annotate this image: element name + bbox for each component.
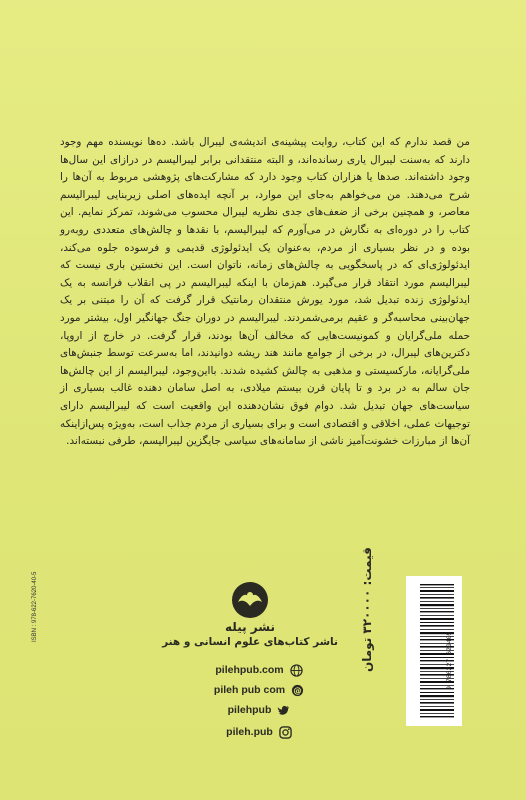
website-text: pilehpub.com: [215, 664, 284, 676]
contact-email[interactable]: [184, 680, 334, 700]
barcode-block: [396, 576, 472, 738]
contact-twitter[interactable]: [184, 700, 334, 720]
contact-website[interactable]: [184, 660, 334, 680]
instagram-icon: [279, 726, 292, 739]
twitter-text: pilehpub: [227, 704, 272, 716]
globe-icon: [290, 664, 303, 677]
publisher-logo-icon: [230, 580, 270, 620]
instagram-text: pileh.pub: [226, 726, 273, 738]
publisher-subtitle: ناشر کتاب‌های علوم انسانی و هنر: [162, 636, 338, 648]
svg-text:@: @: [293, 684, 302, 695]
publisher-block: [160, 580, 350, 756]
price-label: قیمت: ۳۲۰۰۰۰ تومان: [360, 547, 374, 672]
barcode-image: [406, 576, 462, 726]
publisher-name: نشر پیله: [225, 620, 275, 634]
blurb-paragraph: من قصد ندارم که این کتاب، روایت پیشینه‌ی اندیشه‌ی لیبرال باشد. ده‌ها نویسنده مهم وجود دارند که به‌سنت لیبرال یاری رسانده‌اند، و البته منتقدانی برابر لیبرالیسم در درازای این سال‌ها وجود داشته‌اند. صدها یا هزاران کتاب وجود دارد که مشارکت‌های پژوهشی مربوط به آن‌ها را شرح می‌دهند. من می‌خواهم به‌جای این موارد، بر آنچه ایده‌های اصلی زیربنایی لیبرالیسم معاصر، و همچنین برخی از ضعف‌های جدی نظریه لیبرال محسوب می‌شوند، تمرکز نمایم. این کتاب را در دوره‌ای به نگارش در می‌آورم که لیبرالیسم، با نقدها و چالش‌های متعددی روبه‌رو بوده و در نظر بسیاری از مردم، به‌عنوان یک ایدئولوژی قدیمی و فرسوده جلوه می‌کند، ایدئولوژی‌ای که در پاسخگویی به چالش‌های زمانه، ناتوان است. این نخستین باری نیست که لیبرالیسم مورد انتقاد قرار می‌گیرد. هم‌زمان با اینکه لیبرالیسم در پی انقلاب فرانسه به یک ایدئولوژی زنده تبدیل شد، مورد یورش منتقدان رمانتیک قرار گرفت که آن را مبتنی بر یک جهان‌بینی محاسبه‌گر و عقیم برمی‌شمردند. لیبرالیسم در دوران جنگ جهانگیر اول، بیشتر مورد حمله ملی‌گرایان و کمونیست‌هایی که مخالف آن‌ها بودند، قرار گرفت. در خارج از اروپا، دکترین‌های لیبرال، در برخی از جوامع مانند هند ریشه دوانیدند، اما به‌سرعت توسط جنبش‌های ملی‌گرایانه، مارکسیستی و مذهبی به چالش کشیده شدند. بااین‌وجود، لیبرالیسم از این چالش‌ها جان سالم به در برد و تا پایان قرن بیستم میلادی، به اصل سامان دهنده غالب بسیاری از سیاست‌های جهان تبدیل شد. دوام فوق نشان‌دهنده این واقعیت است که لیبرالیسم دارای توجیهات عملی، اخلاقی و اقتصادی است و برای بسیاری از مردم جذاب است، به‌ویژه پس‌ازاینکه آن‌ها از مبارزات خشونت‌آمیز ناشی از سامانه‌های سیاسی جایگزین لیبرالیسم، طرفی نبسته‌اند.: [60, 136, 470, 448]
twitter-icon: [277, 704, 290, 717]
back-cover-blurb: [60, 134, 470, 451]
isbn-text: ISBN : 978-622-7620-40-5: [32, 571, 38, 642]
email-text: pileh pub com: [213, 684, 286, 696]
barcode-digits: 9 786227 620405: [446, 631, 453, 690]
contact-instagram[interactable]: [184, 722, 334, 742]
at-sign-icon: [291, 684, 304, 697]
